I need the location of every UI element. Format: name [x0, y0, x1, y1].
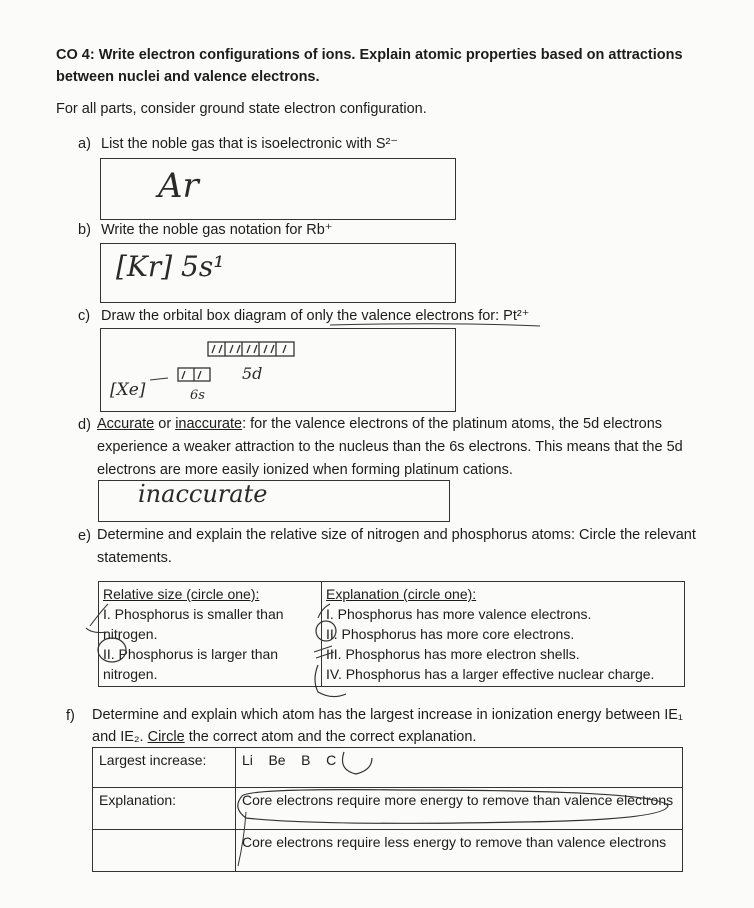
question-c-text: Draw the orbital box diagram of only the valence electrons for: Pt²⁺ — [101, 308, 530, 324]
question-a-text: List the noble gas that is isoelectronic with S²⁻ — [101, 136, 398, 152]
question-e-label: e) — [78, 528, 91, 544]
answer-box-a[interactable] — [100, 158, 456, 220]
explanation-option-4[interactable]: IV. Phosphorus has a larger effective nuclear charge. — [326, 666, 655, 682]
empty-cell — [93, 830, 236, 872]
atom-b[interactable]: B — [301, 752, 311, 768]
table-e — [98, 581, 685, 687]
f-explanation-option-1[interactable]: Core electrons require more energy to remove than valence electrons — [236, 788, 683, 830]
orbital-5d-label: 5d — [242, 364, 263, 383]
atom-be[interactable]: Be — [268, 752, 286, 768]
question-d-text: Accurate or inaccurate: for the valence electrons of the platinum atoms, the 5d electrons experience a weaker attraction to the nucleus than the 6s electrons. This means that the 5d electrons are more easily ionized when forming platinum cations. — [97, 416, 683, 478]
explanation-option-3[interactable]: III. Phosphorus has more electron shells. — [326, 646, 580, 662]
accurate-word[interactable]: Accurate — [97, 416, 155, 432]
explanation-option-2[interactable]: II. Phosphorus has more core electrons. — [326, 626, 575, 642]
largest-increase-label: Largest increase: — [93, 748, 236, 788]
inaccurate-word[interactable]: inaccurate — [175, 416, 243, 432]
question-b-text: Write the noble gas notation for Rb⁺ — [101, 222, 333, 238]
explanation-header: Explanation (circle one): — [326, 586, 477, 602]
intro-text: For all parts, consider ground state electron configuration. — [56, 101, 427, 117]
table-f — [92, 747, 683, 872]
circle-word: Circle — [147, 729, 185, 745]
answer-box-c[interactable] — [100, 328, 456, 412]
size-option-1[interactable]: I. Phosphorus is smaller than nitrogen. — [103, 606, 284, 642]
question-a-label: a) — [78, 136, 91, 152]
explanation-label: Explanation: — [93, 788, 236, 830]
answer-b-handwriting: [Kr] 5s¹ — [116, 250, 225, 283]
question-f-text: Determine and explain which atom has the largest increase in ionization energy between IE₁ and IE₂. Circle the correct atom and the correct explanation. — [92, 707, 683, 745]
question-b-label: b) — [78, 222, 91, 238]
atom-c[interactable]: C — [326, 752, 337, 768]
explanation-column — [322, 582, 685, 687]
question-c-label: c) — [78, 308, 91, 324]
explanation-option-1[interactable]: I. Phosphorus has more valence electrons. — [326, 606, 592, 622]
size-header: Relative size (circle one): — [103, 586, 260, 602]
f-explanation-option-2[interactable]: Core electrons require less energy to remove than valence electrons — [236, 830, 683, 872]
question-f-label: f) — [66, 708, 75, 724]
answer-d-handwriting: inaccurate — [138, 480, 268, 508]
underline-mark — [330, 324, 540, 326]
atom-li[interactable]: Li — [242, 752, 253, 768]
question-e-text: Determine and explain the relative size of nitrogen and phosphorus atoms: Circle the relevant statements. — [97, 527, 696, 566]
atom-options — [236, 748, 683, 788]
orbital-6s-label: 6s — [190, 388, 205, 403]
size-column — [99, 582, 322, 687]
size-option-2[interactable]: II. Phosphorus is larger than nitrogen. — [103, 646, 279, 682]
core-notation: [Xe] — [110, 380, 146, 400]
answer-a-handwriting: Ar — [158, 166, 199, 206]
question-d-label: d) — [78, 417, 91, 433]
page-title: CO 4: Write electron configurations of ions. Explain atomic properties based on attractions between nuclei and valence electrons. — [56, 47, 683, 85]
